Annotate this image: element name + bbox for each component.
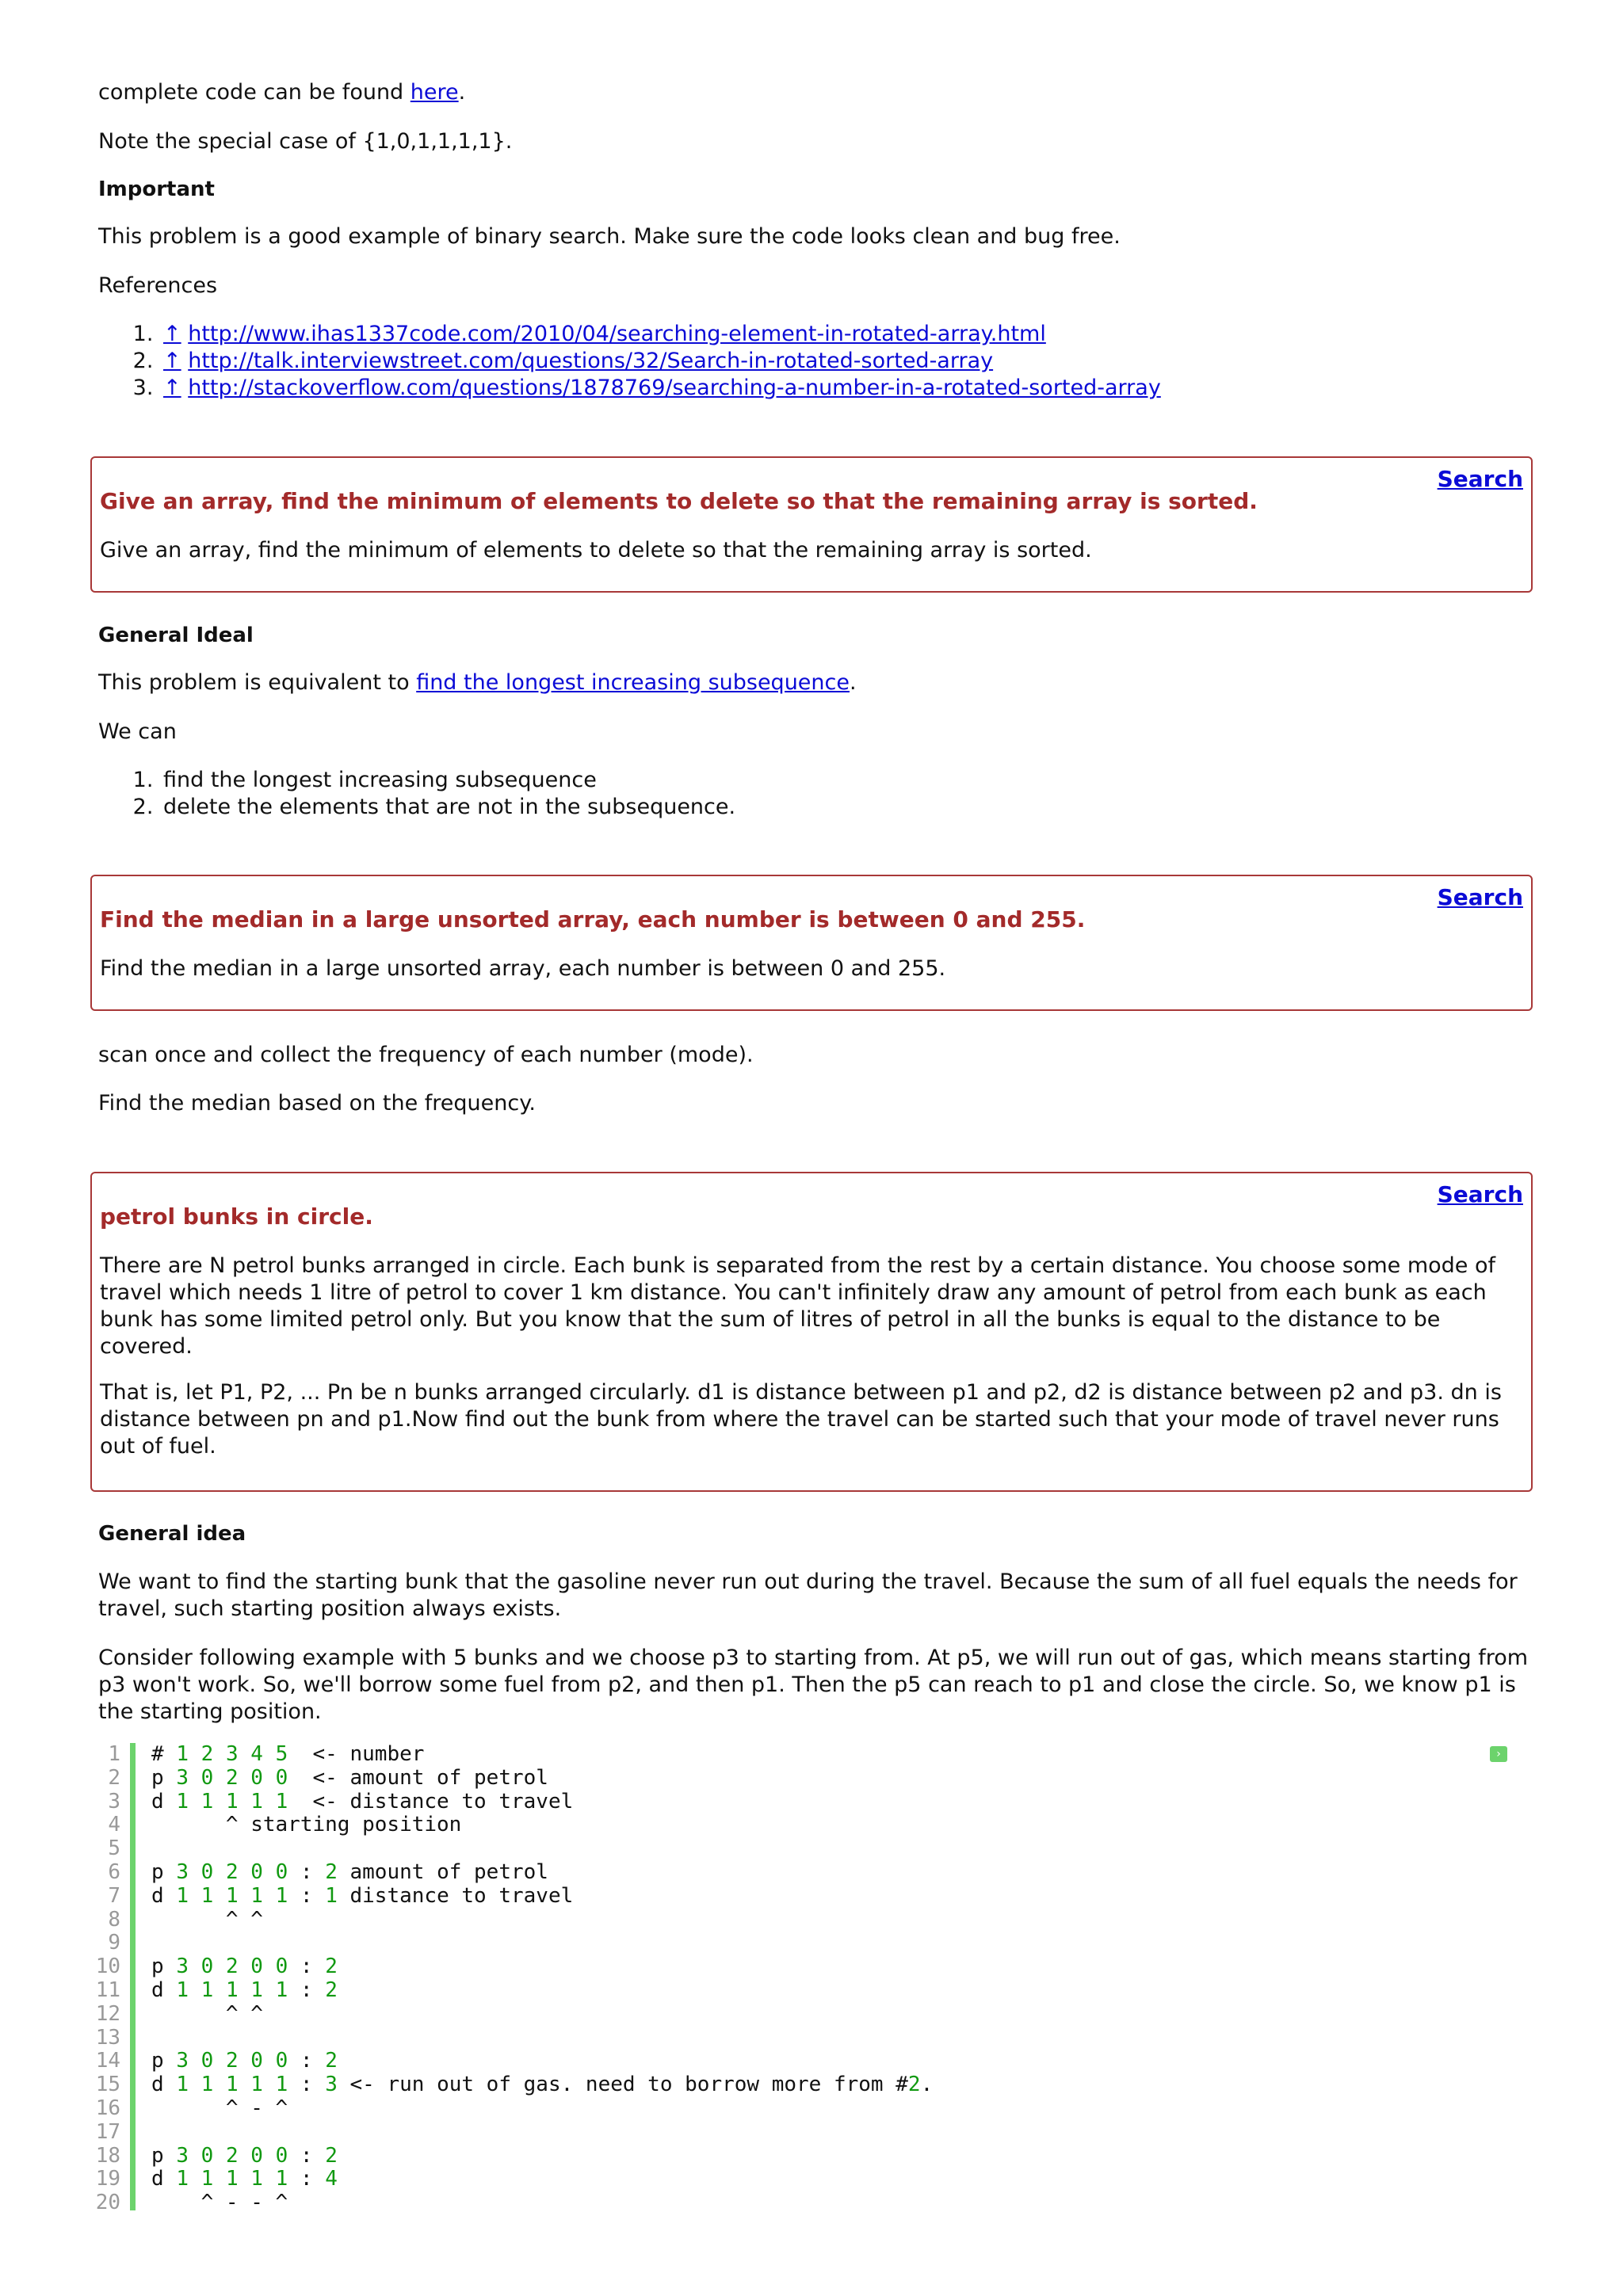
line-number: 3 <box>108 1789 120 1814</box>
line-number: 19 <box>95 2167 120 2191</box>
we-can-text: We can <box>98 719 177 744</box>
question-title: petrol bunks in circle. <box>100 1203 373 1230</box>
question-paragraph-2: That is, let P1, P2, ... Pn be n bunks arranged circularly. d1 is distance between p1 and p2, d2 is distance between p2 and p3. dn is distance between pn and p1.Now find out the bunk from where the travel can be started such that your mode of travel never runs out of fuel. <box>100 1380 1502 1459</box>
code-line: p 3 0 2 0 0 <- amount of petrol <box>151 1765 548 1790</box>
question-text: Give an array, find the minimum of elements to delete so that the remaining array is sorted. <box>100 538 1092 563</box>
search-link[interactable]: Search <box>1437 884 1523 910</box>
code-line: # 1 2 3 4 5 <- number <box>151 1742 425 1766</box>
line-number: 10 <box>95 1955 120 1979</box>
code-line: ^ starting position <box>151 1813 462 1837</box>
reference-link[interactable]: http://stackoverflow.com/questions/1878769/searching-a-number-in-a-rotated-sorted-array <box>188 376 1161 400</box>
code-line: p 3 0 2 0 0 : 2 amount of petrol <box>151 1859 548 1884</box>
code-location-text: complete code can be found <box>98 80 411 105</box>
question-box-min-delete <box>90 456 1533 593</box>
line-number: 13 <box>95 2025 120 2050</box>
step-item: 1. find the longest increasing subsequence <box>160 767 1534 794</box>
search-link[interactable]: Search <box>1437 1181 1523 1207</box>
reference-item <box>160 321 1534 348</box>
code-line: p 3 0 2 0 0 : 2 <box>151 1955 338 1979</box>
code-gutter-bar <box>130 1743 136 2210</box>
line-number: 17 <box>95 2119 120 2144</box>
general-ideal-heading: General Ideal <box>98 624 254 647</box>
references-list <box>98 321 1534 402</box>
general-idea-heading: General idea <box>98 1522 246 1546</box>
code-line <box>151 1932 933 1955</box>
line-number: 18 <box>95 2143 120 2168</box>
code-line: d 1 1 1 1 1 : 4 <box>151 2167 338 2191</box>
search-link[interactable]: Search <box>1437 466 1523 492</box>
code-line: ^ ^ <box>151 1907 263 1932</box>
copy-icon[interactable]: › <box>1490 1746 1507 1762</box>
code-line: ^ - ^ <box>151 2096 288 2120</box>
line-number: 5 <box>108 1836 120 1861</box>
line-number: 14 <box>95 2049 120 2073</box>
code-location-line <box>98 79 1534 106</box>
question-box-median <box>90 875 1533 1011</box>
question-title: Find the median in a large unsorted array, each number is between 0 and 255. <box>100 906 1086 933</box>
code-lines <box>151 1743 933 2215</box>
line-number: 12 <box>95 2001 120 2026</box>
period: . <box>458 80 466 105</box>
lis-link[interactable]: find the longest increasing subsequence <box>416 670 850 695</box>
line-number-gutter <box>65 1743 120 2215</box>
period: . <box>850 670 857 695</box>
special-case-note: Note the special case of {1,0,1,1,1,1}. <box>98 129 513 154</box>
code-block <box>65 1743 1539 2218</box>
general-idea-paragraph-2: Consider following example with 5 bunks and we choose p3 to starting from. At p5, we will run out of gas, which means starting from p3 won't work. So, we'll borrow some fuel from p2, and then p1. Then the p5 can reach to p1 and close the circle. So, we know p1 is the starting position. <box>98 1646 1529 1724</box>
question-paragraph-1: There are N petrol bunks arranged in circle. Each bunk is separated from the rest by a certain distance. You choose some mode of travel which needs 1 litre of petrol to cover 1 km distance. You can't infinitely draw any amount of petrol from each bunk as each bunk has some limited petrol only. But you know that the sum of litres of petrol in all the bunks is equal to the distance to be covered. <box>100 1253 1495 1359</box>
reference-link[interactable]: http://www.ihas1337code.com/2010/04/searching-element-in-rotated-array.html <box>188 322 1046 346</box>
line-number: 8 <box>108 1907 120 1932</box>
line-number: 11 <box>95 1978 120 2002</box>
important-heading: Important <box>98 177 215 201</box>
code-line <box>151 1837 933 1861</box>
line-number: 6 <box>108 1859 120 1884</box>
code-line <box>151 2121 933 2145</box>
code-line: ^ ^ <box>151 2001 263 2026</box>
scan-once-text: scan once and collect the frequency of each number (mode). <box>98 1043 754 1067</box>
equivalence-line <box>98 669 1534 696</box>
general-idea-paragraph-1: We want to find the starting bunk that the gasoline never run out during the travel. Because the sum of all fuel equals the needs for travel, such starting position always exists. <box>98 1569 1518 1621</box>
reference-link[interactable]: http://talk.interviewstreet.com/questions/32/Search-in-rotated-sorted-array <box>188 349 994 373</box>
step-item: 2. delete the elements that are not in the subsequence. <box>160 794 1534 821</box>
code-line: d 1 1 1 1 1 : 1 distance to travel <box>151 1883 574 1908</box>
question-text: Find the median in a large unsorted array, each number is between 0 and 255. <box>100 956 946 981</box>
line-number: 4 <box>108 1813 120 1837</box>
line-number: 1 <box>108 1742 120 1766</box>
code-line <box>151 2027 933 2050</box>
line-number: 16 <box>95 2096 120 2120</box>
reference-item <box>160 375 1534 402</box>
line-number: 7 <box>108 1883 120 1908</box>
median-frequency-text: Find the median based on the frequency. <box>98 1091 536 1116</box>
steps-list <box>98 767 1534 821</box>
reference-back-arrow[interactable]: ↑ <box>163 322 181 346</box>
code-line: ^ - - ^ <box>151 2191 288 2215</box>
references-heading: References <box>98 273 218 298</box>
code-line: p 3 0 2 0 0 : 2 <box>151 2143 338 2168</box>
equivalence-text: This problem is equivalent to <box>98 670 417 695</box>
reference-back-arrow[interactable]: ↑ <box>163 349 181 373</box>
question-title: Give an array, find the minimum of elements to delete so that the remaining array is sorted. <box>100 488 1258 514</box>
important-text: This problem is a good example of binary search. Make sure the code looks clean and bug free. <box>98 224 1121 249</box>
reference-back-arrow[interactable]: ↑ <box>163 376 181 400</box>
question-box-petrol-bunks <box>90 1172 1533 1492</box>
code-line: d 1 1 1 1 1 : 3 <- run out of gas. need to borrow more from #2. <box>151 2073 934 2097</box>
here-link[interactable]: here <box>410 80 459 105</box>
line-number: 20 <box>95 2191 120 2215</box>
code-line: p 3 0 2 0 0 : 2 <box>151 2049 338 2073</box>
code-line: d 1 1 1 1 1 <- distance to travel <box>151 1789 574 1814</box>
reference-item <box>160 348 1534 375</box>
line-number: 9 <box>108 1931 120 1955</box>
line-number: 2 <box>108 1765 120 1790</box>
line-number: 15 <box>95 2073 120 2097</box>
code-line: d 1 1 1 1 1 : 2 <box>151 1978 338 2002</box>
